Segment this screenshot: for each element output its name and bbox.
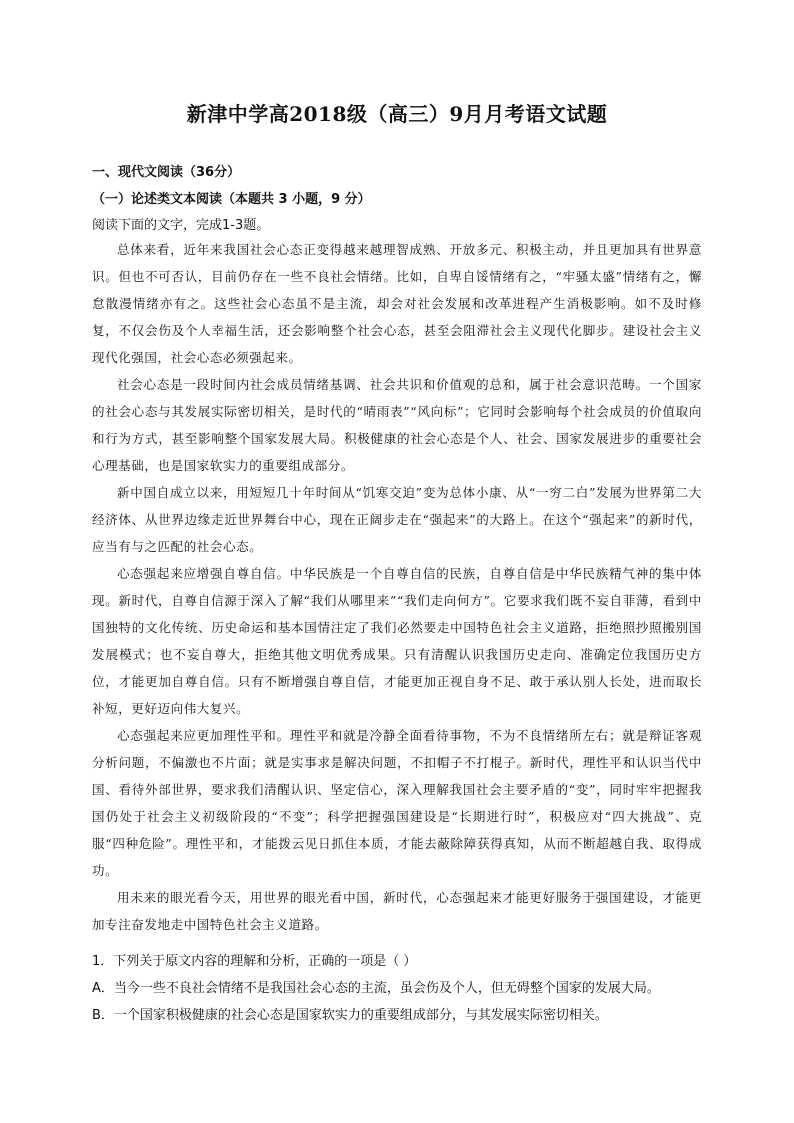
option-b: B．一个国家积极健康的社会心态是国家软实力的重要组成部分，与其发展实际密切相关。 xyxy=(92,1008,608,1023)
option-a: A．当今一些不良社会情绪不是我国社会心态的主流，虽会伤及个人，但无碍整个国家的发展大局。 xyxy=(92,981,660,996)
subsection-heading: （一）论述类文本阅读（本题共 3 小题，9 分） xyxy=(92,192,371,207)
paragraph: 心态强起来应更加理性平和。理性平和就是冷静全面看待事物，不为不良情绪所左右；就是辩证客观分析问题，不偏激也不片面；就是实事求是解决问题，不扣帽子不打棍子。新时代，理性平和认识当代中国、看待外部世界，要求我们清醒认识、坚定信心，深入理解我国社会主要矛盾的“变”，同时牢牢把握我国仍处于社会主义初级阶段的“不变”；科学把握强国建设是“长期进行时”，积极应对“四大挑战”、克服“四种危险”。理性平和，才能拨云见日抓住本质，才能去蔽除障获得真知，从而不断超越自我、取得成功。 xyxy=(92,728,702,878)
paragraph: 用未来的眼光看今天，用世界的眼光看中国，新时代，心态强起来才能更好服务于强国建设，才能更加专注奋发地走中国特色社会主义道路。 xyxy=(92,890,702,932)
section-heading: 一、现代文阅读（36分） xyxy=(92,165,241,180)
paragraph: 社会心态是一段时间内社会成员情绪基调、社会共识和价值观的总和，属于社会意识范畴。一个国家的社会心态与其发展实际密切相关，是时代的“晴雨表”“风向标”；它同时会影响每个社会成员的价值取向和行为方式，甚至影响整个国家发展大局。积极健康的社会心态是个人、社会、国家发展进步的重要社会心理基础，也是国家软实力的重要组成部分。 xyxy=(92,377,702,473)
paragraph: 新中国自成立以来，用短短几十年时间从“饥寒交迫”变为总体小康、从“一穷二白”发展为世界第二大经济体、从世界边缘走近世界舞台中心，现在正阔步走在“强起来”的大路上。在这个“强起来”的新时代，应当有与之匹配的社会心态。 xyxy=(92,485,702,554)
paragraph: 总体来看，近年来我国社会心态正变得越来越理智成熟、开放多元、积极主动，并且更加具有世界意识。但也不可否认，目前仍存在一些不良社会情绪。比如，自卑自馁情绪有之，“牢骚太盛”情绪有之，懈怠散漫情绪亦有之。这些社会心态虽不是主流，却会对社会发展和改革进程产生消极影响。如不及时修复，不仅会伤及个人幸福生活，还会影响整个社会心态，甚至会阻滞社会主义现代化脚步。建设社会主义现代化强国，社会心态必须强起来。 xyxy=(92,242,702,365)
paragraph: 心态强起来应增强自尊自信。中华民族是一个自尊自信的民族，自尊自信是中华民族精气神的集中体现。新时代，自尊自信源于深入了解“我们从哪里来”“我们走向何方”。它要求我们既不妄自菲薄，看到中国独特的文化传统、历史命运和基本国情注定了我们必然要走中国特色社会主义道路，拒绝照抄照搬别国发展模式；也不妄自尊大，拒绝其他文明优秀成果。只有清醒认识我国历史走向、准确定位我国历史方位，才能更加自尊自信。只有不断增强自尊自信，才能更加正视自身不足、敢于承认别人长处，进而取长补短，更好迈向伟大复兴。 xyxy=(92,566,702,716)
question-stem: 1．下列关于原文内容的理解和分析，正确的一项是（ ） xyxy=(92,954,417,969)
page-title: 新津中学高2018级（高三）9月月考语文试题 xyxy=(186,102,608,126)
reading-passage xyxy=(92,236,702,938)
instruction-text: 阅读下面的文字，完成1-3题。 xyxy=(92,218,270,233)
